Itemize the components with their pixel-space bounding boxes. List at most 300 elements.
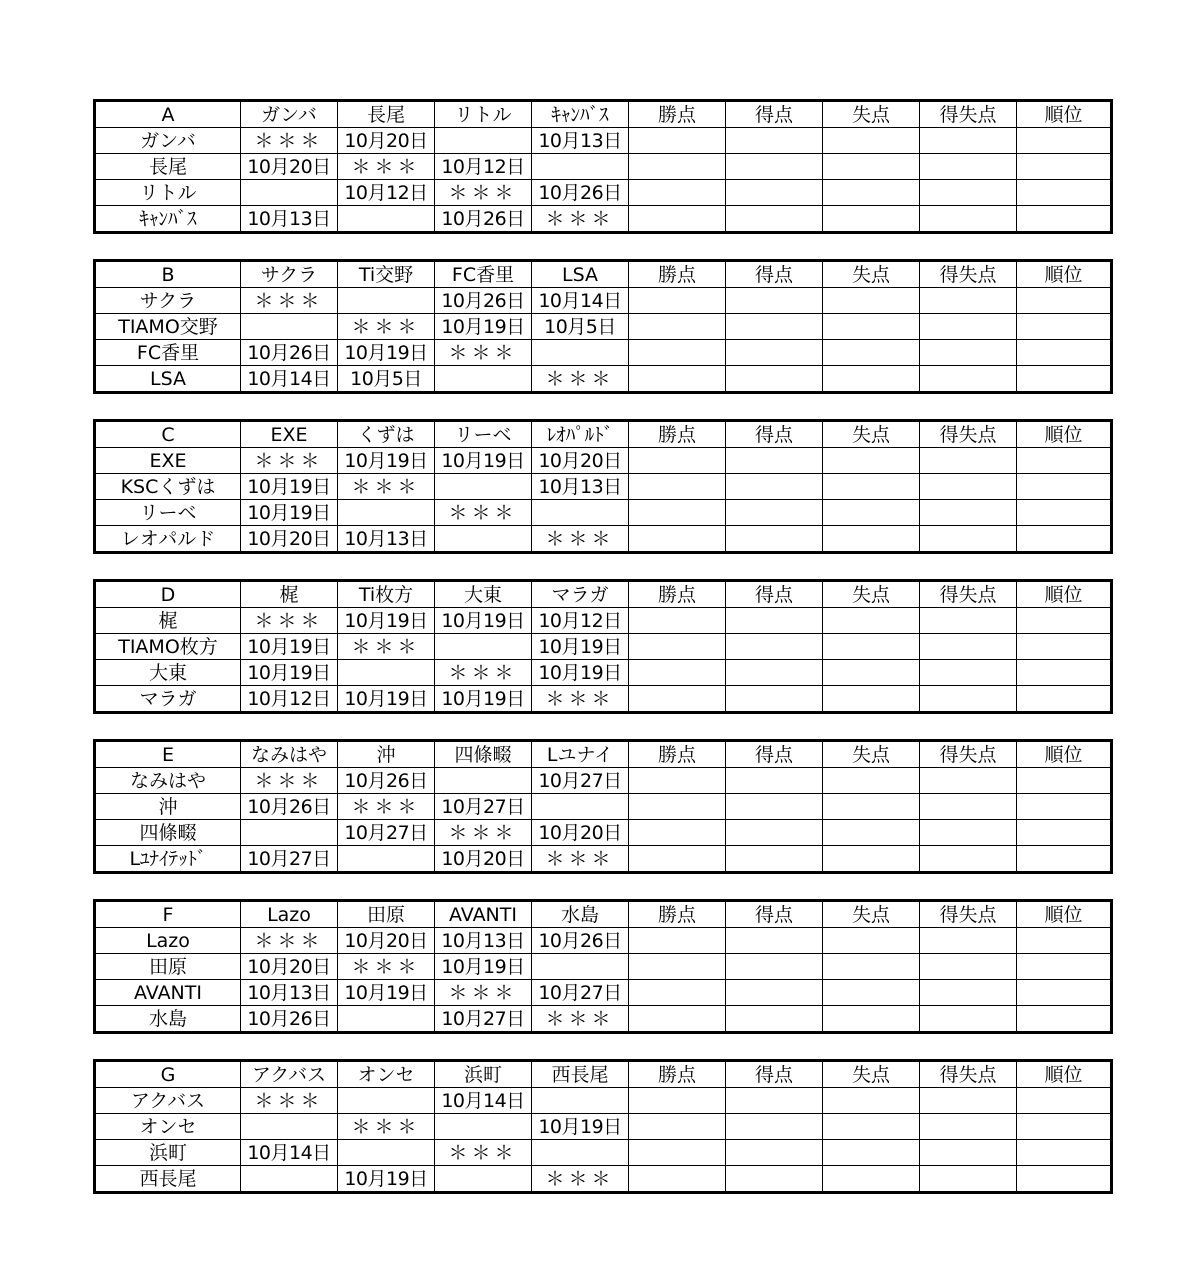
goals-for-cell xyxy=(726,820,823,846)
goals-against-cell xyxy=(823,180,920,206)
goals-against-cell xyxy=(823,366,920,393)
goals-against-header: 失点 xyxy=(823,901,920,928)
team-name: KSCくずは xyxy=(95,474,241,500)
group-label: C xyxy=(95,421,241,448)
rank-cell xyxy=(1017,1114,1112,1140)
rank-cell xyxy=(1017,128,1112,154)
group-label: E xyxy=(95,741,241,768)
rank-cell xyxy=(1017,634,1112,660)
goals-for-header: 得点 xyxy=(726,261,823,288)
goal-difference-cell xyxy=(920,474,1017,500)
points-cell xyxy=(629,660,726,686)
match-date-cell: 10月13日 xyxy=(435,928,532,954)
opponent-column-header: リーベ xyxy=(435,421,532,448)
opponent-column-header: 西長尾 xyxy=(532,1061,629,1088)
match-date-cell xyxy=(338,288,435,314)
team-row xyxy=(95,686,1112,713)
goals-against-cell xyxy=(823,526,920,553)
match-date-cell: 10月27日 xyxy=(338,820,435,846)
team-row xyxy=(95,474,1112,500)
match-date-cell: 10月19日 xyxy=(532,634,629,660)
match-date-cell xyxy=(435,768,532,794)
self-match-cell: ＊＊＊ xyxy=(338,474,435,500)
match-date-cell xyxy=(532,794,629,820)
team-row xyxy=(95,820,1112,846)
team-name: 四條畷 xyxy=(95,820,241,846)
goals-for-cell xyxy=(726,954,823,980)
goals-against-cell xyxy=(823,794,920,820)
goal-difference-cell xyxy=(920,1166,1017,1193)
match-date-cell: 10月19日 xyxy=(435,448,532,474)
team-name: TIAMO枚方 xyxy=(95,634,241,660)
team-name: 梶 xyxy=(95,608,241,634)
team-name: Lﾕﾅｲﾃｯﾄﾞ xyxy=(95,846,241,873)
team-row xyxy=(95,180,1112,206)
goals-against-cell xyxy=(823,980,920,1006)
group-label: A xyxy=(95,101,241,128)
match-date-cell: 10月19日 xyxy=(338,1166,435,1193)
points-header: 勝点 xyxy=(629,261,726,288)
team-row xyxy=(95,288,1112,314)
points-header: 勝点 xyxy=(629,421,726,448)
rank-header: 順位 xyxy=(1017,421,1112,448)
match-date-cell xyxy=(241,180,338,206)
points-cell xyxy=(629,526,726,553)
opponent-column-header: 長尾 xyxy=(338,101,435,128)
opponent-column-header: FC香里 xyxy=(435,261,532,288)
league-schedule-sheet xyxy=(93,99,1110,1219)
goals-against-cell xyxy=(823,154,920,180)
match-date-cell: 10月19日 xyxy=(338,686,435,713)
team-row xyxy=(95,660,1112,686)
goal-difference-cell xyxy=(920,794,1017,820)
goal-difference-header: 得失点 xyxy=(920,901,1017,928)
match-date-cell: 10月13日 xyxy=(338,526,435,553)
rank-cell xyxy=(1017,686,1112,713)
goal-difference-cell xyxy=(920,954,1017,980)
match-date-cell xyxy=(338,1088,435,1114)
opponent-column-header: Ti枚方 xyxy=(338,581,435,608)
team-row xyxy=(95,448,1112,474)
match-date-cell: 10月13日 xyxy=(241,206,338,233)
points-cell xyxy=(629,768,726,794)
opponent-column-header: ﾚｵﾊﾟﾙﾄﾞ xyxy=(532,421,629,448)
points-header: 勝点 xyxy=(629,101,726,128)
opponent-column-header: Lazo xyxy=(241,901,338,928)
match-date-cell: 10月26日 xyxy=(532,928,629,954)
points-cell xyxy=(629,448,726,474)
goal-difference-cell xyxy=(920,340,1017,366)
goal-difference-header: 得失点 xyxy=(920,741,1017,768)
goals-against-cell xyxy=(823,474,920,500)
self-match-cell: ＊＊＊ xyxy=(241,1088,338,1114)
match-date-cell xyxy=(435,1166,532,1193)
match-date-cell: 10月20日 xyxy=(338,928,435,954)
goal-difference-cell xyxy=(920,180,1017,206)
goals-for-cell xyxy=(726,154,823,180)
match-date-cell: 10月19日 xyxy=(241,500,338,526)
points-cell xyxy=(629,794,726,820)
match-date-cell: 10月13日 xyxy=(532,474,629,500)
goal-difference-cell xyxy=(920,608,1017,634)
group-table xyxy=(93,899,1113,1034)
match-date-cell: 10月19日 xyxy=(435,954,532,980)
goal-difference-cell xyxy=(920,448,1017,474)
rank-cell xyxy=(1017,928,1112,954)
match-date-cell: 10月26日 xyxy=(241,1006,338,1033)
goals-against-cell xyxy=(823,820,920,846)
opponent-column-header: 大東 xyxy=(435,581,532,608)
points-cell xyxy=(629,154,726,180)
points-cell xyxy=(629,1166,726,1193)
goal-difference-cell xyxy=(920,660,1017,686)
rank-header: 順位 xyxy=(1017,1061,1112,1088)
rank-cell xyxy=(1017,794,1112,820)
goals-against-cell xyxy=(823,1114,920,1140)
match-date-cell: 10月12日 xyxy=(435,154,532,180)
group-label: B xyxy=(95,261,241,288)
match-date-cell: 10月20日 xyxy=(241,526,338,553)
goal-difference-cell xyxy=(920,1114,1017,1140)
goals-for-cell xyxy=(726,794,823,820)
goals-against-cell xyxy=(823,1088,920,1114)
match-date-cell xyxy=(435,128,532,154)
points-cell xyxy=(629,474,726,500)
goals-for-cell xyxy=(726,846,823,873)
goals-for-cell xyxy=(726,608,823,634)
rank-cell xyxy=(1017,608,1112,634)
team-name: 西長尾 xyxy=(95,1166,241,1193)
opponent-column-header: Lユナイ xyxy=(532,741,629,768)
team-name: ｷｬﾝﾊﾞｽ xyxy=(95,206,241,233)
match-date-cell xyxy=(435,1114,532,1140)
match-date-cell: 10月20日 xyxy=(241,954,338,980)
group-table xyxy=(93,259,1113,394)
team-name: LSA xyxy=(95,366,241,393)
self-match-cell: ＊＊＊ xyxy=(241,448,338,474)
points-header: 勝点 xyxy=(629,581,726,608)
self-match-cell: ＊＊＊ xyxy=(241,768,338,794)
match-date-cell: 10月19日 xyxy=(241,474,338,500)
team-row xyxy=(95,980,1112,1006)
points-cell xyxy=(629,206,726,233)
goal-difference-header: 得失点 xyxy=(920,261,1017,288)
goals-against-cell xyxy=(823,768,920,794)
self-match-cell: ＊＊＊ xyxy=(435,660,532,686)
self-match-cell: ＊＊＊ xyxy=(338,954,435,980)
self-match-cell: ＊＊＊ xyxy=(435,180,532,206)
opponent-column-header: アクバス xyxy=(241,1061,338,1088)
team-name: 沖 xyxy=(95,794,241,820)
opponent-column-header: リトル xyxy=(435,101,532,128)
opponent-column-header: 沖 xyxy=(338,741,435,768)
goals-for-cell xyxy=(726,1006,823,1033)
match-date-cell: 10月20日 xyxy=(338,128,435,154)
points-cell xyxy=(629,1006,726,1033)
self-match-cell: ＊＊＊ xyxy=(241,928,338,954)
rank-cell xyxy=(1017,206,1112,233)
match-date-cell: 10月14日 xyxy=(241,366,338,393)
points-cell xyxy=(629,820,726,846)
self-match-cell: ＊＊＊ xyxy=(532,846,629,873)
team-name: リーベ xyxy=(95,500,241,526)
match-date-cell: 10月19日 xyxy=(241,660,338,686)
team-row xyxy=(95,608,1112,634)
goals-for-header: 得点 xyxy=(726,101,823,128)
goals-for-cell xyxy=(726,1088,823,1114)
rank-cell xyxy=(1017,366,1112,393)
goals-for-cell xyxy=(726,340,823,366)
match-date-cell xyxy=(435,366,532,393)
team-row xyxy=(95,526,1112,553)
rank-cell xyxy=(1017,1088,1112,1114)
points-cell xyxy=(629,686,726,713)
self-match-cell: ＊＊＊ xyxy=(338,154,435,180)
team-name: オンセ xyxy=(95,1114,241,1140)
goals-against-cell xyxy=(823,340,920,366)
goals-against-header: 失点 xyxy=(823,1061,920,1088)
match-date-cell: 10月27日 xyxy=(532,980,629,1006)
points-cell xyxy=(629,1088,726,1114)
goal-difference-cell xyxy=(920,1088,1017,1114)
goal-difference-header: 得失点 xyxy=(920,101,1017,128)
rank-cell xyxy=(1017,340,1112,366)
self-match-cell: ＊＊＊ xyxy=(532,366,629,393)
team-name: なみはや xyxy=(95,768,241,794)
match-date-cell: 10月19日 xyxy=(435,686,532,713)
points-cell xyxy=(629,288,726,314)
goal-difference-cell xyxy=(920,768,1017,794)
group-table xyxy=(93,579,1113,714)
rank-cell xyxy=(1017,768,1112,794)
match-date-cell xyxy=(338,1140,435,1166)
team-name: EXE xyxy=(95,448,241,474)
team-row xyxy=(95,128,1112,154)
points-cell xyxy=(629,128,726,154)
goals-against-header: 失点 xyxy=(823,101,920,128)
self-match-cell: ＊＊＊ xyxy=(435,820,532,846)
team-name: 水島 xyxy=(95,1006,241,1033)
team-name: AVANTI xyxy=(95,980,241,1006)
team-name: Lazo xyxy=(95,928,241,954)
opponent-column-header: 浜町 xyxy=(435,1061,532,1088)
group-table xyxy=(93,99,1113,234)
goals-for-cell xyxy=(726,660,823,686)
goal-difference-cell xyxy=(920,154,1017,180)
rank-cell xyxy=(1017,980,1112,1006)
goals-against-cell xyxy=(823,954,920,980)
goals-against-cell xyxy=(823,608,920,634)
goal-difference-header: 得失点 xyxy=(920,1061,1017,1088)
opponent-column-header: サクラ xyxy=(241,261,338,288)
group-label: F xyxy=(95,901,241,928)
points-cell xyxy=(629,634,726,660)
points-cell xyxy=(629,846,726,873)
goals-against-cell xyxy=(823,634,920,660)
goal-difference-cell xyxy=(920,846,1017,873)
self-match-cell: ＊＊＊ xyxy=(338,314,435,340)
goals-for-header: 得点 xyxy=(726,1061,823,1088)
team-row xyxy=(95,206,1112,233)
match-date-cell xyxy=(241,314,338,340)
goals-against-cell xyxy=(823,288,920,314)
match-date-cell xyxy=(435,526,532,553)
team-row xyxy=(95,366,1112,393)
group-table xyxy=(93,739,1113,874)
team-row xyxy=(95,794,1112,820)
goals-for-cell xyxy=(726,768,823,794)
rank-header: 順位 xyxy=(1017,901,1112,928)
team-row xyxy=(95,1114,1112,1140)
match-date-cell xyxy=(338,846,435,873)
match-date-cell: 10月5日 xyxy=(338,366,435,393)
team-name: マラガ xyxy=(95,686,241,713)
goals-against-header: 失点 xyxy=(823,421,920,448)
match-date-cell: 10月19日 xyxy=(338,340,435,366)
rank-cell xyxy=(1017,474,1112,500)
points-cell xyxy=(629,366,726,393)
opponent-column-header: ガンバ xyxy=(241,101,338,128)
rank-header: 順位 xyxy=(1017,261,1112,288)
match-date-cell: 10月20日 xyxy=(241,154,338,180)
match-date-cell: 10月12日 xyxy=(532,608,629,634)
rank-cell xyxy=(1017,314,1112,340)
group-header-row xyxy=(95,741,1112,768)
match-date-cell: 10月5日 xyxy=(532,314,629,340)
goals-against-cell xyxy=(823,686,920,713)
self-match-cell: ＊＊＊ xyxy=(435,980,532,1006)
match-date-cell xyxy=(532,954,629,980)
group-label: G xyxy=(95,1061,241,1088)
goals-against-cell xyxy=(823,206,920,233)
match-date-cell: 10月27日 xyxy=(435,794,532,820)
goals-for-header: 得点 xyxy=(726,901,823,928)
goals-for-cell xyxy=(726,1140,823,1166)
match-date-cell xyxy=(435,474,532,500)
match-date-cell: 10月19日 xyxy=(338,448,435,474)
opponent-column-header: LSA xyxy=(532,261,629,288)
points-cell xyxy=(629,314,726,340)
self-match-cell: ＊＊＊ xyxy=(435,340,532,366)
goal-difference-cell xyxy=(920,980,1017,1006)
self-match-cell: ＊＊＊ xyxy=(241,128,338,154)
match-date-cell xyxy=(532,340,629,366)
points-cell xyxy=(629,180,726,206)
team-row xyxy=(95,1088,1112,1114)
match-date-cell: 10月19日 xyxy=(435,314,532,340)
points-cell xyxy=(629,1114,726,1140)
match-date-cell: 10月12日 xyxy=(338,180,435,206)
match-date-cell: 10月19日 xyxy=(338,980,435,1006)
goal-difference-cell xyxy=(920,206,1017,233)
goals-for-cell xyxy=(726,448,823,474)
goals-against-cell xyxy=(823,928,920,954)
goals-for-cell xyxy=(726,686,823,713)
team-row xyxy=(95,954,1112,980)
goals-against-cell xyxy=(823,500,920,526)
goal-difference-header: 得失点 xyxy=(920,421,1017,448)
opponent-column-header: ｷｬﾝﾊﾞｽ xyxy=(532,101,629,128)
team-row xyxy=(95,928,1112,954)
team-row xyxy=(95,340,1112,366)
group-header-row xyxy=(95,421,1112,448)
self-match-cell: ＊＊＊ xyxy=(338,794,435,820)
points-header: 勝点 xyxy=(629,741,726,768)
goal-difference-cell xyxy=(920,928,1017,954)
team-name: ガンバ xyxy=(95,128,241,154)
rank-header: 順位 xyxy=(1017,581,1112,608)
opponent-column-header: なみはや xyxy=(241,741,338,768)
goals-against-cell xyxy=(823,1006,920,1033)
goals-for-cell xyxy=(726,366,823,393)
rank-cell xyxy=(1017,846,1112,873)
rank-cell xyxy=(1017,448,1112,474)
team-row xyxy=(95,1140,1112,1166)
match-date-cell: 10月27日 xyxy=(532,768,629,794)
match-date-cell: 10月14日 xyxy=(241,1140,338,1166)
goals-for-cell xyxy=(726,128,823,154)
points-header: 勝点 xyxy=(629,1061,726,1088)
points-header: 勝点 xyxy=(629,901,726,928)
self-match-cell: ＊＊＊ xyxy=(532,1006,629,1033)
points-cell xyxy=(629,340,726,366)
points-cell xyxy=(629,954,726,980)
self-match-cell: ＊＊＊ xyxy=(338,634,435,660)
goals-against-cell xyxy=(823,660,920,686)
team-name: レオパルド xyxy=(95,526,241,553)
opponent-column-header: 水島 xyxy=(532,901,629,928)
match-date-cell xyxy=(241,820,338,846)
goals-for-cell xyxy=(726,314,823,340)
match-date-cell xyxy=(241,1114,338,1140)
match-date-cell xyxy=(338,206,435,233)
goal-difference-cell xyxy=(920,686,1017,713)
team-name: 大東 xyxy=(95,660,241,686)
goals-for-cell xyxy=(726,634,823,660)
match-date-cell: 10月19日 xyxy=(338,608,435,634)
match-date-cell: 10月19日 xyxy=(241,634,338,660)
goal-difference-cell xyxy=(920,1006,1017,1033)
group-table xyxy=(93,419,1113,554)
match-date-cell: 10月26日 xyxy=(338,768,435,794)
team-row xyxy=(95,154,1112,180)
rank-cell xyxy=(1017,500,1112,526)
match-date-cell xyxy=(435,634,532,660)
group-header-row xyxy=(95,261,1112,288)
rank-header: 順位 xyxy=(1017,101,1112,128)
self-match-cell: ＊＊＊ xyxy=(435,1140,532,1166)
goals-for-header: 得点 xyxy=(726,741,823,768)
rank-cell xyxy=(1017,526,1112,553)
goals-for-cell xyxy=(726,474,823,500)
goals-for-cell xyxy=(726,206,823,233)
team-name: 長尾 xyxy=(95,154,241,180)
goal-difference-cell xyxy=(920,128,1017,154)
group-label: D xyxy=(95,581,241,608)
rank-cell xyxy=(1017,154,1112,180)
points-cell xyxy=(629,1140,726,1166)
team-row xyxy=(95,500,1112,526)
opponent-column-header: EXE xyxy=(241,421,338,448)
rank-cell xyxy=(1017,1140,1112,1166)
goals-against-header: 失点 xyxy=(823,581,920,608)
match-date-cell: 10月20日 xyxy=(532,820,629,846)
team-row xyxy=(95,634,1112,660)
self-match-cell: ＊＊＊ xyxy=(532,1166,629,1193)
goals-for-header: 得点 xyxy=(726,581,823,608)
team-name: 浜町 xyxy=(95,1140,241,1166)
rank-header: 順位 xyxy=(1017,741,1112,768)
